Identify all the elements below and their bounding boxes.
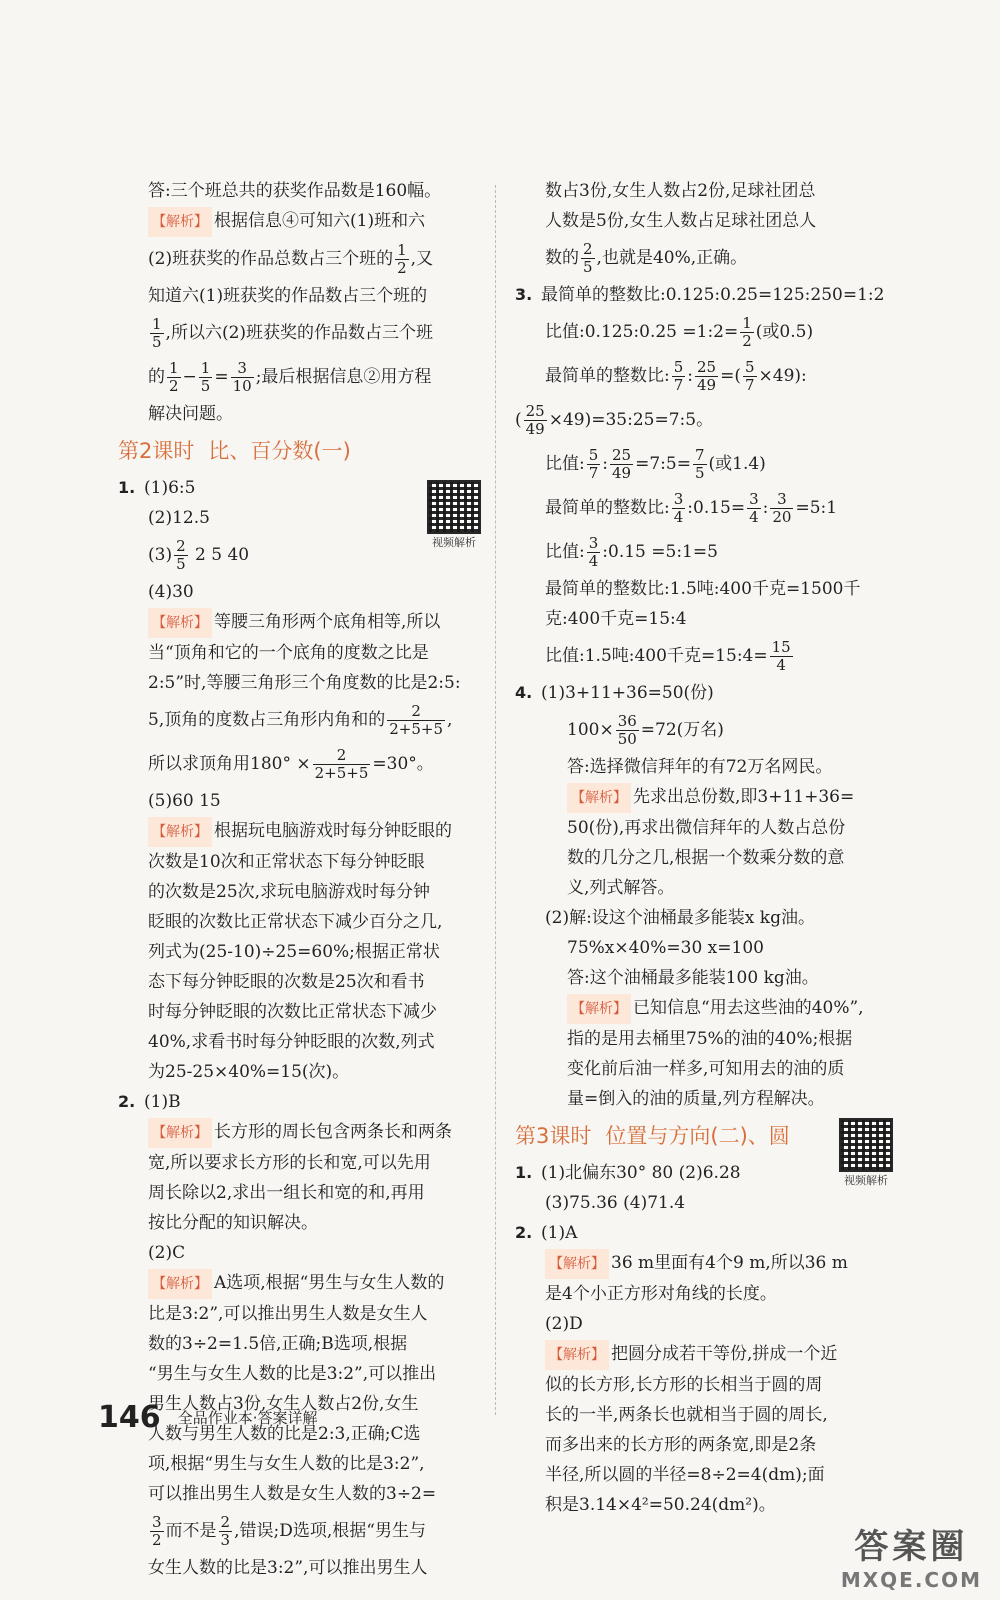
question-1: 1. (1)北偏东30° 80 (2)6.28 bbox=[515, 1163, 741, 1183]
explanation-line: $\frac{3}{2}$ 而不是 $\frac{2}{3}$ ,错误;D选项,根据“男生与 bbox=[152, 1513, 426, 1549]
question-3: 3. 最简单的整数比:0.125:0.25=125:250=1:2 bbox=[515, 285, 885, 305]
qr-code-1[interactable] bbox=[426, 480, 482, 550]
answer-line: 比值:1.5吨:400千克=15:4= $\frac{15}{4}$ bbox=[545, 638, 791, 674]
explanation-line: 是4个小正方形对角线的长度。 bbox=[545, 1284, 777, 1304]
explanation-line: 量=倒入的油的质量,列方程解决。 bbox=[567, 1089, 825, 1109]
answer-line: (3)75.36 (4)71.4 bbox=[545, 1193, 686, 1213]
answer-line: (2)12.5 bbox=[148, 508, 210, 528]
explanation-line: 变化前后油一样多,可知用去的油的质 bbox=[567, 1059, 845, 1079]
answer-line: 答:这个油桶最多能装100 kg油。 bbox=[567, 968, 819, 988]
explanation-line: “男生与女生人数的比是3:2”,可以推出 bbox=[148, 1364, 437, 1384]
explanation-line: 数的3÷2=1.5倍,正确;B选项,根据 bbox=[148, 1334, 408, 1354]
fraction: $\frac{2}{3}$ bbox=[220, 1513, 231, 1549]
question-2: 2. (1)A bbox=[515, 1223, 578, 1243]
fraction: $\frac{25}{49}$ bbox=[697, 358, 717, 394]
analysis-tag: 【解析】 bbox=[148, 1269, 212, 1299]
explanation-line: 人数与男生人数的比是2:3,正确;C选 bbox=[148, 1424, 421, 1444]
explanation-line: 数的 $\frac{2}{5}$ ,也就是40%,正确。 bbox=[545, 240, 748, 276]
fraction: $\frac{3}{10}$ bbox=[232, 359, 252, 395]
explanation-line: 【解析】 等腰三角形两个底角相等,所以 bbox=[118, 607, 478, 638]
explanation-line: 【解析】 36 m里面有4个9 m,所以36 m bbox=[515, 1248, 883, 1279]
fraction: $\frac{3}{4}$ bbox=[588, 534, 599, 570]
analysis-tag: 【解析】 bbox=[148, 207, 212, 237]
answer-line: 最简单的整数比: $\frac{5}{7}$ : $\frac{25}{49}$ =( $\frac{5}{7}$ ×49): bbox=[545, 358, 807, 394]
watermark-logo: 答案圈 bbox=[854, 1527, 969, 1567]
analysis-tag: 【解析】 bbox=[545, 1340, 609, 1370]
explanation-line: 眨眼的次数比正常状态下减少百分之几, bbox=[148, 912, 443, 932]
book-title: 全品作业本·答案详解 bbox=[177, 1409, 318, 1427]
analysis-tag: 【解析】 bbox=[545, 1249, 609, 1279]
explanation-line: 知道六(1)班获奖的作品数占三个班的 bbox=[148, 286, 428, 306]
answer-line: (2)C bbox=[148, 1243, 186, 1263]
question-1: 1. (1)6:5 bbox=[118, 478, 196, 498]
explanation-line: 时每分钟眨眼的次数比正常状态下减少 bbox=[148, 1002, 437, 1022]
fraction: $\frac{2}{5}$ bbox=[583, 240, 593, 276]
explanation-line: 义,列式解答。 bbox=[567, 878, 675, 898]
fraction: $\frac{5}{7}$ bbox=[745, 358, 755, 394]
explanation-line: 男生人数占3份,女生人数占2份,女生 bbox=[148, 1394, 419, 1414]
explanation-line: 态下每分钟眨眼的次数是25次和看书 bbox=[148, 972, 425, 992]
analysis-tag: 【解析】 bbox=[148, 608, 212, 638]
explanation-line: 【解析】 根据信息④可知六(1)班和六 bbox=[118, 206, 478, 237]
fraction: $\frac{25}{49}$ bbox=[612, 446, 632, 482]
fraction: $\frac{1}{2}$ bbox=[397, 241, 407, 277]
fraction: $\frac{1}{5}$ bbox=[152, 315, 162, 351]
fraction: $\frac{3}{20}$ bbox=[772, 490, 792, 526]
analysis-tag: 【解析】 bbox=[567, 783, 631, 813]
qr-code-icon bbox=[427, 480, 481, 534]
left-column bbox=[118, 176, 478, 1583]
explanation-line: 的 $\frac{1}{2}$ − $\frac{1}{5}$ = $\frac{3}{10}$ ;最后根据信息②用方程 bbox=[148, 359, 432, 395]
qr-label: 视频解析 bbox=[844, 1174, 888, 1187]
answer-line: 100× $\frac{36}{50}$ =72(万名) bbox=[567, 712, 724, 748]
section-heading: 第3课时 位置与方向(二)、圆 bbox=[515, 1124, 790, 1148]
answer-line: (3) $\frac{2}{5}$ 2 5 40 bbox=[148, 537, 250, 573]
explanation-line: 所以求顶角用180° × $\frac{2}{2+5+5}$ =30°。 bbox=[148, 746, 434, 782]
watermark-url: MXQE.COM bbox=[840, 1568, 982, 1592]
fraction: $\frac{25}{49}$ bbox=[525, 402, 545, 438]
explanation-line: 解决问题。 bbox=[148, 404, 233, 424]
answer-line: ( $\frac{25}{49}$ ×49)=35:25=7:5。 bbox=[515, 402, 714, 438]
watermark bbox=[841, 1519, 982, 1592]
question-2: 2. (1)B bbox=[118, 1092, 181, 1112]
explanation-line: 人数是5份,女生人数占足球社团总人 bbox=[545, 211, 817, 231]
fraction: $\frac{1}{2}$ bbox=[169, 359, 179, 395]
explanation-line: 【解析】 根据玩电脑游戏时每分钟眨眼的 bbox=[118, 816, 478, 847]
explanation-line: 【解析】 A选项,根据“男生与女生人数的 bbox=[118, 1268, 478, 1299]
page-footer bbox=[98, 1400, 318, 1435]
explanation-line: 半径,所以圆的半径=8÷2=4(dm);面 bbox=[545, 1465, 825, 1485]
fraction: $\frac{7}{5}$ bbox=[694, 446, 705, 482]
explanation-line: 为25-25×40%=15(次)。 bbox=[148, 1062, 350, 1082]
answer-line: 答:选择微信拜年的有72万名网民。 bbox=[567, 757, 833, 777]
analysis-tag: 【解析】 bbox=[148, 1118, 212, 1148]
explanation-line: 按比分配的知识解决。 bbox=[148, 1213, 318, 1233]
fraction: $\frac{5}{7}$ bbox=[673, 358, 684, 394]
answer-line: 比值: $\frac{3}{4}$ :0.15 =5:1=5 bbox=[545, 534, 718, 570]
explanation-line: 指的是用去桶里75%的油的40%;根据 bbox=[567, 1029, 853, 1049]
answer-line: (2)解:设这个油桶最多能装x kg油。 bbox=[545, 908, 815, 928]
qr-code-icon bbox=[839, 1118, 893, 1172]
explanation-line: 2:5”时,等腰三角形三个角度数的比是2:5: bbox=[148, 673, 461, 693]
qr-code-2[interactable] bbox=[838, 1118, 894, 1188]
explanation-line: 可以推出男生人数是女生人数的3÷2= bbox=[148, 1484, 437, 1504]
analysis-tag: 【解析】 bbox=[148, 817, 212, 847]
answer-line: (4)30 bbox=[148, 582, 194, 602]
explanation-line: 当“顶角和它的一个底角的度数之比是 bbox=[148, 643, 429, 663]
explanation-line: 女生人数的比是3:2”,可以推出男生人 bbox=[148, 1558, 428, 1578]
explanation-line: 数占3份,女生人数占2份,足球社团总 bbox=[545, 181, 816, 201]
explanation-line: 列式为(25-10)÷25=60%;根据正常状 bbox=[148, 942, 440, 962]
explanation-line: 比是3:2”,可以推出男生人数是女生人 bbox=[148, 1304, 428, 1324]
fraction: $\frac{3}{4}$ bbox=[749, 490, 759, 526]
right-column bbox=[515, 176, 883, 1520]
explanation-line: 【解析】 把圆分成若干等份,拼成一个近 bbox=[515, 1339, 883, 1370]
column-divider bbox=[495, 185, 496, 1415]
explanation-line: 宽,所以要求长方形的长和宽,可以先用 bbox=[148, 1153, 431, 1173]
answer-line: (5)60 15 bbox=[148, 791, 221, 811]
answer-line: 答:三个班总共的获奖作品数是160幅。 bbox=[148, 181, 442, 201]
fraction: $\frac{3}{4}$ bbox=[673, 490, 684, 526]
answer-line: 比值:0.125:0.25 =1:2= $\frac{1}{2}$ (或0.5) bbox=[545, 314, 814, 350]
explanation-line: 似的长方形,长方形的长相当于圆的周 bbox=[545, 1375, 823, 1395]
explanation-line: 5,顶角的度数占三角形内角和的 $\frac{2}{2+5+5}$ , bbox=[148, 702, 453, 738]
explanation-line: 而多出来的长方形的两条宽,即是2条 bbox=[545, 1435, 817, 1455]
explanation-line: 【解析】 长方形的周长包含两条长和两条 bbox=[118, 1117, 478, 1148]
explanation-line: 次数是10次和正常状态下每分钟眨眼 bbox=[148, 852, 425, 872]
fraction: $\frac{1}{5}$ bbox=[200, 359, 211, 395]
explanation-line: 项,根据“男生与女生人数的比是3:2”, bbox=[148, 1454, 425, 1474]
explanation-line: 长的一半,两条长也就相当于圆的周长, bbox=[545, 1405, 828, 1425]
explanation-line: 积是3.14×4²=50.24(dm²)。 bbox=[545, 1495, 776, 1515]
explanation-line: 的次数是25次,求玩电脑游戏时每分钟 bbox=[148, 882, 431, 902]
analysis-tag: 【解析】 bbox=[567, 994, 631, 1024]
question-4: 4. (1)3+11+36=50(份) bbox=[515, 683, 714, 703]
fraction: $\frac{2}{2+5+5}$ bbox=[389, 702, 444, 738]
explanation-line: (2)班获奖的作品总数占三个班的 $\frac{1}{2}$ ,又 bbox=[148, 241, 434, 277]
answer-line: 最简单的整数比:1.5吨:400千克=1500千 bbox=[545, 579, 861, 599]
answer-line: 克:400千克=15:4 bbox=[545, 609, 687, 629]
explanation-line: 周长除以2,求出一组长和宽的和,再用 bbox=[148, 1183, 425, 1203]
section-heading: 第2课时 比、百分数(一) bbox=[118, 439, 351, 463]
fraction: $\frac{2}{5}$ bbox=[176, 537, 186, 573]
answer-line: (2)D bbox=[545, 1314, 583, 1334]
answer-line: 比值: $\frac{5}{7}$ : $\frac{25}{49}$ =7:5= $\frac{7}{5}$ (或1.4) bbox=[545, 446, 766, 482]
qr-label: 视频解析 bbox=[432, 536, 476, 549]
fraction: $\frac{15}{4}$ bbox=[771, 638, 791, 674]
fraction: $\frac{2}{2+5+5}$ bbox=[314, 746, 369, 782]
fraction: $\frac{36}{50}$ bbox=[617, 712, 637, 748]
fraction: $\frac{3}{2}$ bbox=[152, 1513, 162, 1549]
page-number: 146 bbox=[98, 1400, 161, 1435]
explanation-line: $\frac{1}{5}$ ,所以六(2)班获奖的作品数占三个班 bbox=[152, 315, 434, 351]
explanation-line: 数的几分之几,根据一个数乘分数的意 bbox=[567, 848, 845, 868]
answer-line: 最简单的整数比: $\frac{3}{4}$ :0.15= $\frac{3}{4}$ : $\frac{3}{20}$ =5:1 bbox=[545, 490, 838, 526]
explanation-line: 50(份),再求出微信拜年的人数占总份 bbox=[567, 818, 846, 838]
fraction: $\frac{5}{7}$ bbox=[588, 446, 599, 482]
explanation-line: 【解析】 先求出总份数,即3+11+36= bbox=[515, 782, 883, 813]
fraction: $\frac{1}{2}$ bbox=[742, 314, 752, 350]
explanation-line: 【解析】 已知信息“用去这些油的40%”, bbox=[515, 993, 883, 1024]
explanation-line: 40%,求看书时每分钟眨眼的次数,列式 bbox=[148, 1032, 435, 1052]
answer-line: 75%x×40%=30 x=100 bbox=[567, 938, 764, 958]
